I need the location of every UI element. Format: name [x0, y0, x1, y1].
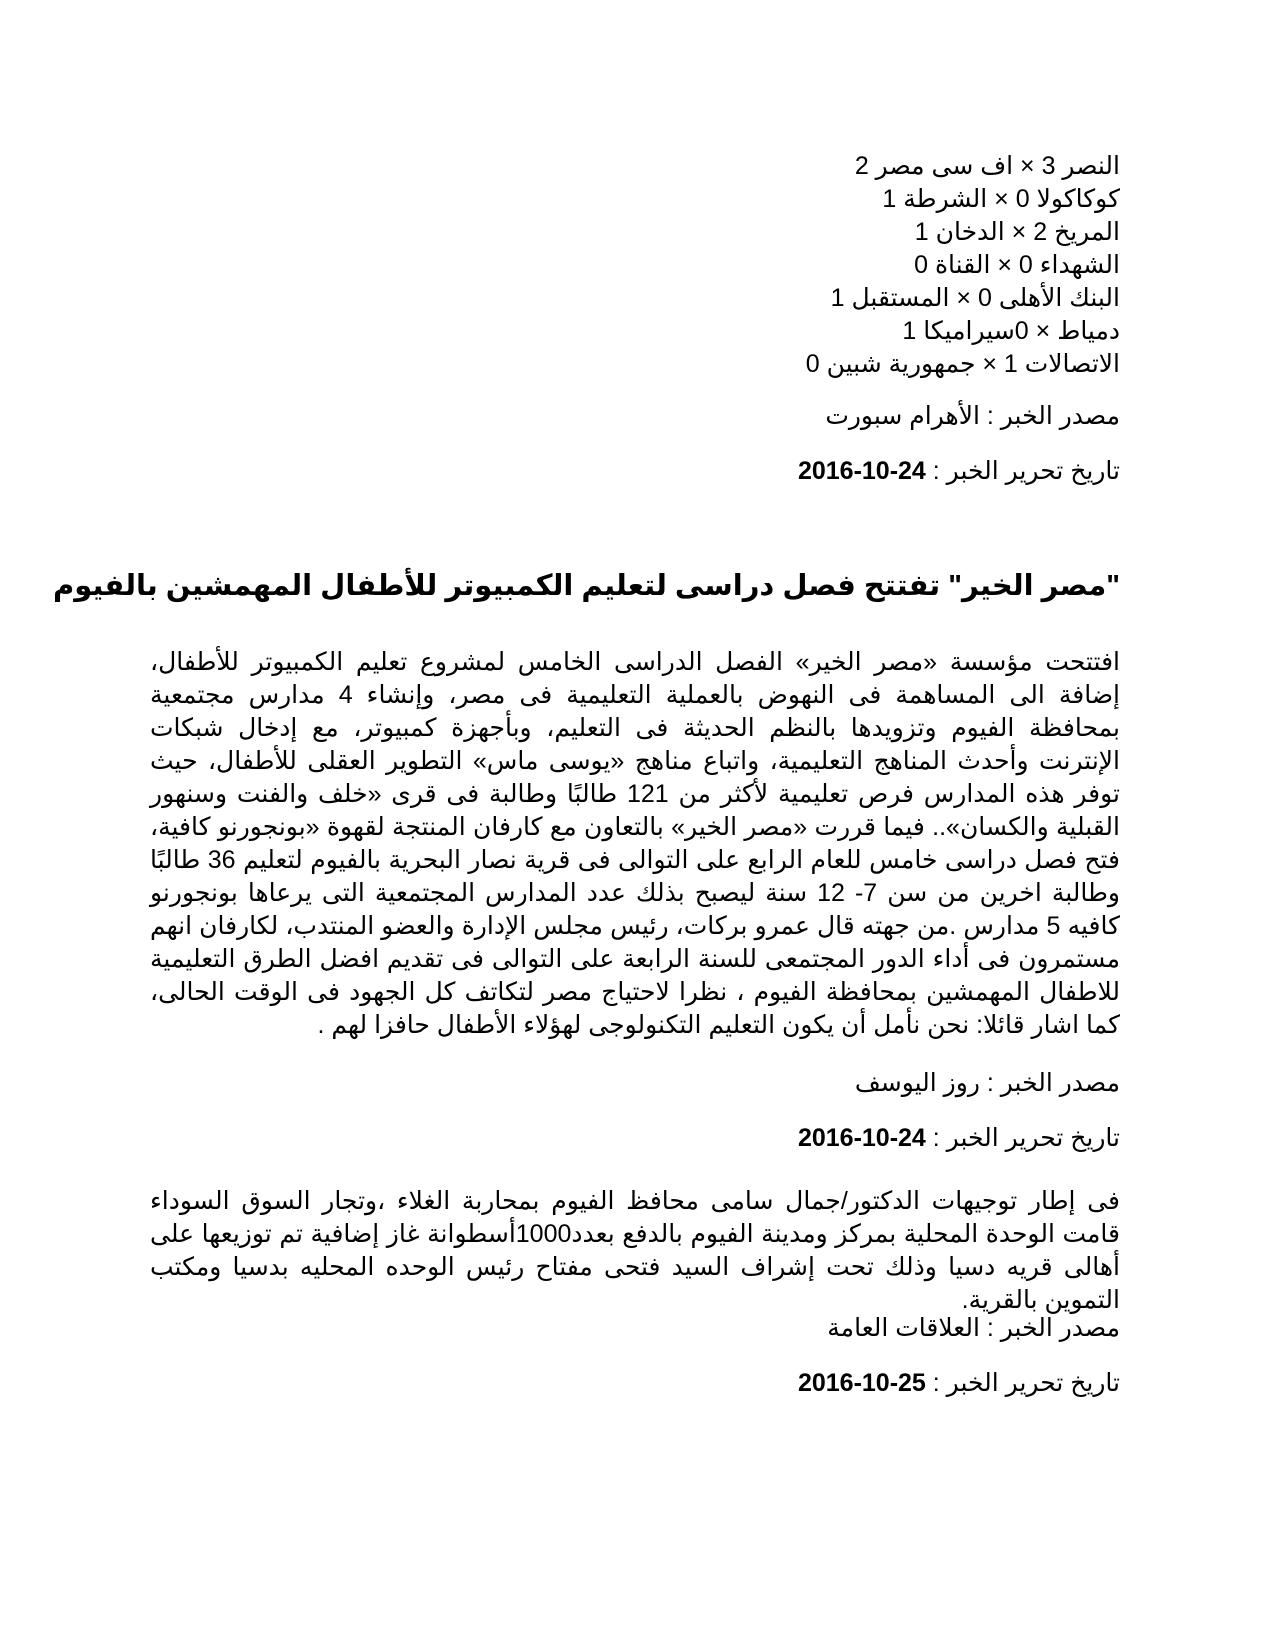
- date-label: تاريخ تحرير الخبر :: [925, 1124, 1120, 1152]
- source-label: مصدر الخبر :: [979, 402, 1120, 430]
- article-body: افتتحت مؤسسة «مصر الخير» الفصل الدراسى الخامس لمشروع تعليم الكمبيوتر للأطفال، إضافة الى المساهمة فى النهوض بالعملية التعليمية فى مصر، وإنشاء 4 مدارس مجتمعية بمحافظة الفيوم وتزويدها بالنظم الحديثة فى التعليم، وبأجهزة كمبيوتر، مع إدخال شبكات الإنترنت وأحدث المناهج التعليمية، واتباع مناهج «يوسى ماس» التطوير العقلى للأطفال، حيث توفر هذه المدارس فرص تعليمية لأكثر من 121 طالبًا وطالبة فى قرى «خلف والفنت وسنهور القبلية والكسان».. فيما قررت «مصر الخير» بالتعاون مع كارفان المنتجة لقهوة «بونجورنو كافية، فتح فصل دراسى خامس للعام الرابع على التوالى فى قرية نصار البحرية بالفيوم لتعليم 36 طالبًا وطالبة اخرين من سن 7- 12 سنة ليصبح بذلك عدد المدارس المجتمعية التى يرعاها بونجورنو كافيه 5 مدارس .من جهته قال عمرو بركات، رئيس مجلس الإدارة والعضو المنتدب، لكارفان انهم مستمرون فى أداء الدور المجتمعى للسنة الرابعة على التوالى فى تقديم افضل الطرق التعليمية للاطفال المهمشين بمحافظة الفيوم ، نظرا لاحتياج مصر لتكاتف كل الجهود فى الوقت الحالى، كما اشار قائلا: نحن نأمل أن يكون التعليم التكنولوجى لهؤلاء الأطفال حافزا لهم .: [150, 648, 1120, 1039]
- news-source-line: [150, 1067, 1120, 1100]
- source-label: مصدر الخبر :: [979, 1069, 1120, 1097]
- match-result: كوكاكولا 0 × الشرطة 1: [882, 185, 1120, 213]
- date-value: 2016-10-24: [797, 1124, 926, 1152]
- news-source-line: [150, 1312, 1120, 1345]
- news-date-line: [150, 455, 1120, 488]
- date-value: 2016-10-24: [797, 457, 926, 485]
- source-value: الأهرام سبورت: [825, 402, 980, 430]
- news-date-line: [150, 1367, 1120, 1400]
- source-label: مصدر الخبر :: [979, 1314, 1120, 1342]
- match-results-list: [806, 150, 1120, 381]
- match-result: البنك الأهلى 0 × المستقبل 1: [830, 284, 1120, 312]
- date-label: تاريخ تحرير الخبر :: [925, 457, 1120, 485]
- match-result: الاتصالات 1 × جمهورية شبين 0: [805, 350, 1120, 378]
- news-source-line: [150, 400, 1120, 433]
- match-result: المريخ 2 × الدخان 1: [914, 218, 1120, 246]
- match-result: دمياط × 0سيراميكا 1: [902, 317, 1120, 345]
- news-date-line: [150, 1122, 1120, 1155]
- article-body: فى إطار توجيهات الدكتور/جمال سامى محافظ الفيوم بمحاربة الغلاء ،وتجار السوق السوداء قامت الوحدة المحلية بمركز ومدينة الفيوم بالدفع بعدد1000أسطوانة غاز إضافية تم توزيعها على أهالى قريه دسيا وذلك تحت إشراف السيد فتحى مفتاح رئيس الوحده المحليه بدسيا ومكتب التموين بالقرية.: [150, 1187, 1120, 1314]
- date-label: تاريخ تحرير الخبر :: [925, 1369, 1120, 1397]
- source-value: روز اليوسف: [854, 1069, 980, 1097]
- match-result: الشهداء 0 × القناة 0: [914, 251, 1120, 279]
- match-result: النصر 3 × اف سى مصر 2: [854, 152, 1120, 180]
- source-value: العلاقات العامة: [827, 1314, 980, 1342]
- date-value: 2016-10-25: [797, 1369, 926, 1397]
- article-headline: "مصر الخير" تفتتح فصل دراسى لتعليم الكمبيوتر للأطفال المهمشين بالفيوم: [52, 570, 1120, 602]
